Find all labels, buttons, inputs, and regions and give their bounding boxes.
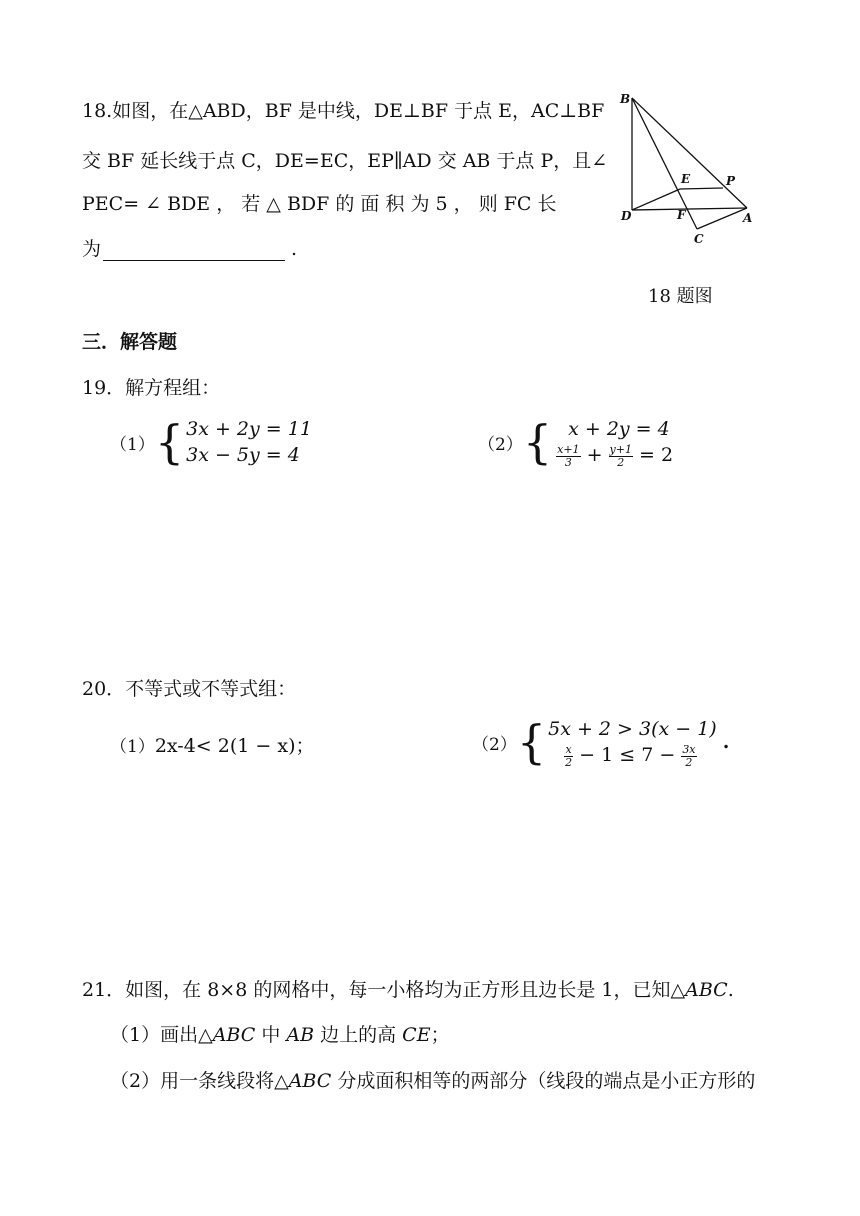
q18-line1: 18.如图，在△ABD，BF 是中线，DE⊥BF 于点 E，AC⊥BF (82, 100, 605, 122)
brace: { (154, 415, 185, 469)
q20-part2-eq2: $\frac{x}{2}$ − 1 ≤ 7 − $\frac{3x}{2}$ (565, 742, 696, 769)
label-d: D (621, 209, 632, 223)
q18-figure-caption: 18 题图 (648, 286, 713, 307)
segment-ba (632, 98, 747, 208)
q18-line2: 交 BF 延长线于点 C，DE=EC，EP∥AD 交 AB 于点 P，且∠ (82, 150, 608, 172)
fraction: $\frac{x}{2}$ (565, 742, 573, 769)
q20-part2 (472, 714, 729, 770)
segment-de (632, 189, 680, 210)
q18-line4 (82, 234, 297, 261)
q18-line4-start: 为 (82, 238, 102, 260)
q20-part1 (110, 731, 314, 758)
fraction: $\frac{3x}{2}$ (682, 742, 696, 769)
label-p: P (726, 174, 736, 188)
q19-part1-eq2: 3x − 5y = 4 (186, 444, 300, 466)
q20-part1-label: （1） (110, 737, 155, 757)
q19-part2-eq1: x + 2y = 4 (568, 418, 670, 440)
label-c: C (694, 232, 704, 246)
answer-blank[interactable] (103, 240, 285, 261)
q21-line1: 21．如图，在 8×8 的网格中，每一小格均为正方形且边长是 1，已知△ABC. (82, 979, 734, 1001)
brace: { (522, 415, 553, 469)
label-b: B (620, 92, 631, 106)
q18-figure (615, 88, 765, 250)
q20-part2-eq1: 5x + 2 > 3(x − 1) (548, 718, 717, 740)
q18-line3: PEC= ∠ BDE ， 若 △ BDF 的 面 积 为 5 ， 则 FC 长 (82, 193, 557, 215)
label-e: E (681, 172, 691, 186)
label-a: A (743, 211, 753, 225)
q20-part2-label: （2） (472, 734, 517, 755)
q20-title: 20．不等式或不等式组： (82, 678, 297, 700)
q20-part2-end: . (722, 731, 730, 753)
label-f: F (677, 208, 686, 222)
q19-part1-label: （1） (110, 434, 155, 455)
q19-title: 19．解方程组： (82, 377, 221, 399)
section-title: 三．解答题 (82, 331, 178, 353)
q19-part2 (478, 414, 673, 470)
segment-ep (680, 188, 723, 189)
q21-part1: （1）画出△ABC 中 AB 边上的高 CE； (110, 1024, 450, 1046)
q19-part1 (110, 414, 312, 470)
segment-ca (697, 208, 747, 229)
q20-part1-text: 2x-4< 2(1 − x)； (154, 735, 315, 757)
brace: { (516, 715, 547, 769)
q19-part2-label: （2） (478, 434, 523, 455)
q18-line4-end: . (291, 238, 298, 260)
fraction: $\frac{x+1}{3}$ (557, 442, 580, 469)
fraction: $\frac{y+1}{2}$ (609, 442, 632, 469)
q19-part1-eq1: 3x + 2y = 11 (186, 418, 312, 440)
segment-da (632, 208, 747, 210)
q19-part2-eq2: $\frac{x+1}{3}$ + $\frac{y+1}{2}$ = 2 (557, 442, 674, 469)
q21-part2: （2）用一条线段将△ABC 分成面积相等的两部分（线段的端点是小正方形的 (110, 1070, 756, 1092)
